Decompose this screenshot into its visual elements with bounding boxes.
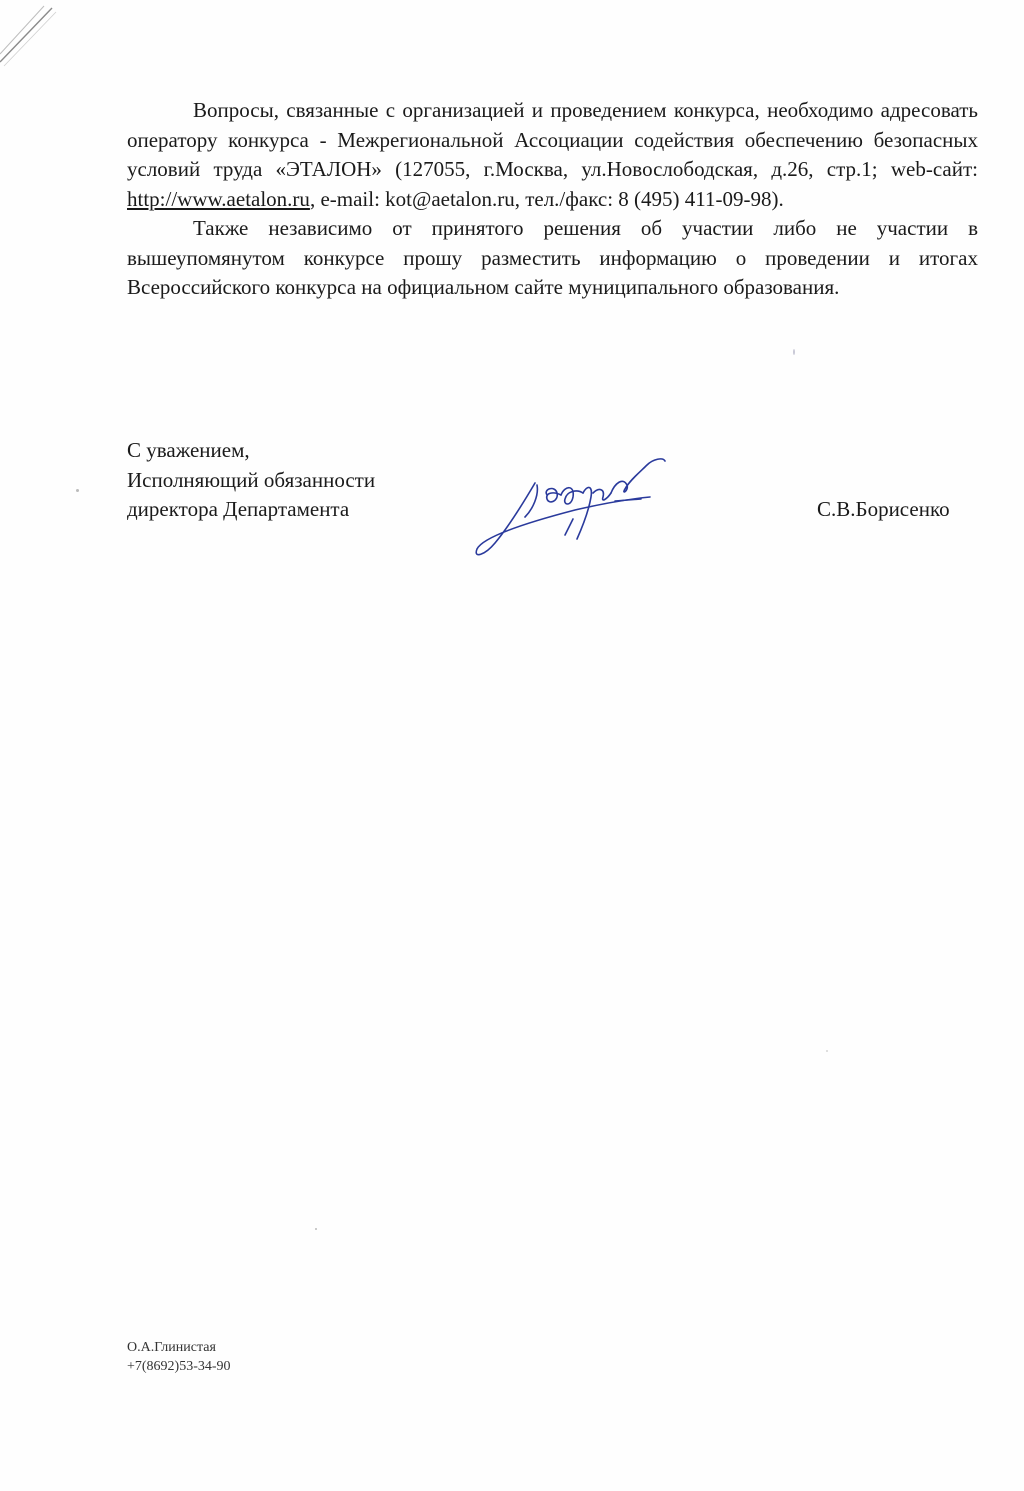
website-link[interactable]: http://www.aetalon.ru xyxy=(127,186,310,211)
executor-contact xyxy=(127,1338,231,1376)
handwritten-signature xyxy=(465,455,675,575)
scan-speck xyxy=(826,1050,828,1052)
scan-speck xyxy=(793,349,795,355)
signer-position-line-1: Исполняющий обязанности xyxy=(127,467,376,492)
paragraph-1-text-end: , e-mail: kot@aetalon.ru, тел./факс: 8 (495) 411-09-98). xyxy=(309,186,784,211)
closing-greeting: С уважением, xyxy=(127,438,250,462)
page-corner-fold-mark xyxy=(0,0,60,70)
scan-speck xyxy=(315,1228,317,1230)
closing-block xyxy=(127,436,375,525)
executor-phone: +7(8692)53-34-90 xyxy=(127,1359,231,1374)
scan-speck xyxy=(76,489,79,492)
paragraph-1-text: Вопросы, связанные с организацией и проведением конкурса, необходимо адресовать оператору конкурса - Межрегиональной Ассоциации содействия обеспечению безопасных условий труда «ЭТАЛОН» (127055, г.Москва, ул.Новослободская, д.26, стр.1; web-сайт: xyxy=(127,98,978,181)
paragraph-publish-request: Также независимо от принятого решения об участии либо не участии в вышеупомянутом конкурсе прошу разместить информацию о проведении и итогах Всероссийского конкурса на официальном сайте муниципального образования. xyxy=(127,216,978,299)
paragraph-contest-contact xyxy=(127,96,978,214)
executor-name: О.А.Глинистая xyxy=(127,1340,216,1355)
signer-position-line-2: директора Департамента xyxy=(127,497,350,521)
letter-body xyxy=(127,96,978,303)
signer-name: С.В.Борисенко xyxy=(817,497,950,521)
